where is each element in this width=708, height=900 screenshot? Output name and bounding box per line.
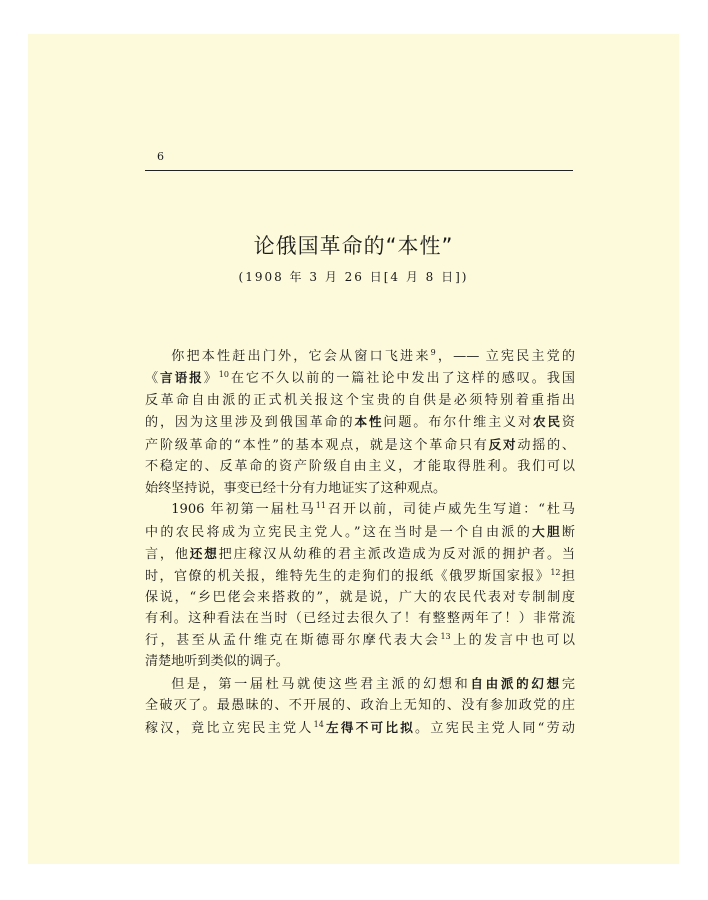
text-run: 有利。这种看法在当时（已经过去很久了！有整整两年了！）非常流	[145, 611, 575, 627]
footnote-marker: 14	[313, 719, 324, 729]
article-date: (1908 年 3 月 26 日[4 月 8 日])	[238, 270, 469, 284]
text-run: 全破灭了。最愚昧的、不开展的、政治上无知的、没有参加政党的庄	[145, 698, 575, 714]
text-line	[145, 608, 575, 629]
text-line	[145, 456, 575, 477]
text-run: 产阶级革命的“本性”的基本观点，就是这个革命只有	[145, 437, 489, 453]
paragraph	[145, 673, 575, 739]
text-line	[145, 587, 575, 608]
text-run: 言，他	[145, 547, 190, 563]
text-run: 反革命自由派的正式机关报这个宝贵的自供是必须特别着重指出	[145, 392, 575, 408]
emphasis-text: 左得不可比拟	[323, 719, 416, 735]
header-rule	[145, 170, 573, 171]
text-line	[145, 566, 575, 587]
article-title: 论俄国革命的“本性”	[253, 234, 454, 258]
text-run: 清楚地听到类似的调子。	[145, 654, 290, 670]
text-run: 的，因为这里涉及到俄国革命的	[145, 415, 355, 431]
text-line	[145, 411, 575, 433]
text-run: 你把本性赶出门外，它会从窗口飞进来	[171, 349, 431, 364]
text-run: 担	[560, 568, 576, 584]
footnote-marker: 13	[440, 631, 451, 641]
text-line	[145, 367, 575, 389]
page-number: 6	[157, 150, 164, 163]
text-line	[145, 434, 575, 456]
text-line	[145, 521, 575, 543]
text-line	[145, 499, 575, 520]
text-run: 《	[145, 371, 161, 387]
footnote-marker: 11	[315, 501, 326, 511]
emphasis-text: 农民	[532, 414, 562, 430]
text-run: 断	[561, 524, 575, 540]
text-line	[145, 390, 575, 411]
text-run: 始终坚持说，事变已经十分有力地证实了这种观点。	[145, 480, 447, 496]
emphasis-text: 还想	[189, 546, 219, 562]
text-run: 问题。布尔什维主义对	[383, 415, 533, 431]
text-run: 。立宪民主党人同“劳动	[415, 720, 576, 736]
text-run: 行，甚至从孟什维克在斯德哥尔摩代表大会	[145, 632, 441, 648]
text-run: 时，官僚的机关报，维特先生的走狗们的报纸《俄罗斯国家报》	[145, 568, 551, 584]
emphasis-text: 大胆	[532, 523, 562, 539]
text-run: 保说，“乡巴佬会来搭救的”，就是说，广大的农民代表对专制制度	[145, 589, 575, 605]
text-run: 资	[561, 415, 575, 431]
article-body	[145, 346, 575, 739]
text-run: 不稳定的、反革命的资产阶级自由主义，才能取得胜利。我们可以	[145, 459, 575, 475]
text-run: ，—— 立宪民主党的	[435, 349, 575, 364]
emphasis-text: 言语报	[160, 370, 204, 386]
text-run: 完	[561, 676, 576, 692]
emphasis-text: 本性	[354, 414, 384, 430]
text-run: 动摇的、	[517, 437, 576, 453]
footnote-marker: 12	[550, 567, 561, 577]
text-run: 在它不久以前的一篇社论中发出了这样的感叹。我国	[228, 371, 575, 387]
emphasis-text: 反对	[488, 436, 518, 452]
text-run: 稼汉，竟比立宪民主党人	[145, 720, 314, 736]
text-line	[145, 695, 575, 716]
footnote-marker: 10	[218, 370, 229, 380]
text-line	[145, 346, 575, 367]
text-run: 但是，第一届杜马就使这些君主派的幻想和	[171, 676, 471, 692]
text-run: 把庄稼汉从幼稚的君主派改造成为反对派的拥护者。当	[218, 547, 576, 563]
text-line	[145, 651, 575, 672]
text-run: 1906 年初第一届杜马	[171, 502, 316, 518]
text-run: 》	[203, 371, 219, 387]
text-line	[145, 630, 575, 651]
footnote-marker: 9	[430, 348, 436, 357]
text-run: 中的农民将成为立宪民主党人。”这在当时是一个自由派的	[145, 524, 533, 540]
book-page	[28, 34, 679, 864]
text-line	[145, 478, 575, 499]
text-line	[145, 717, 575, 739]
emphasis-text: 自由派的幻想	[470, 675, 562, 691]
text-run: 上的发言中也可以	[450, 632, 576, 648]
paragraph	[145, 346, 575, 499]
text-line	[145, 673, 575, 695]
paragraph	[145, 499, 575, 673]
text-run: 召开以前，司徒卢威先生写道：“杜马	[325, 502, 575, 518]
text-line	[145, 543, 575, 565]
